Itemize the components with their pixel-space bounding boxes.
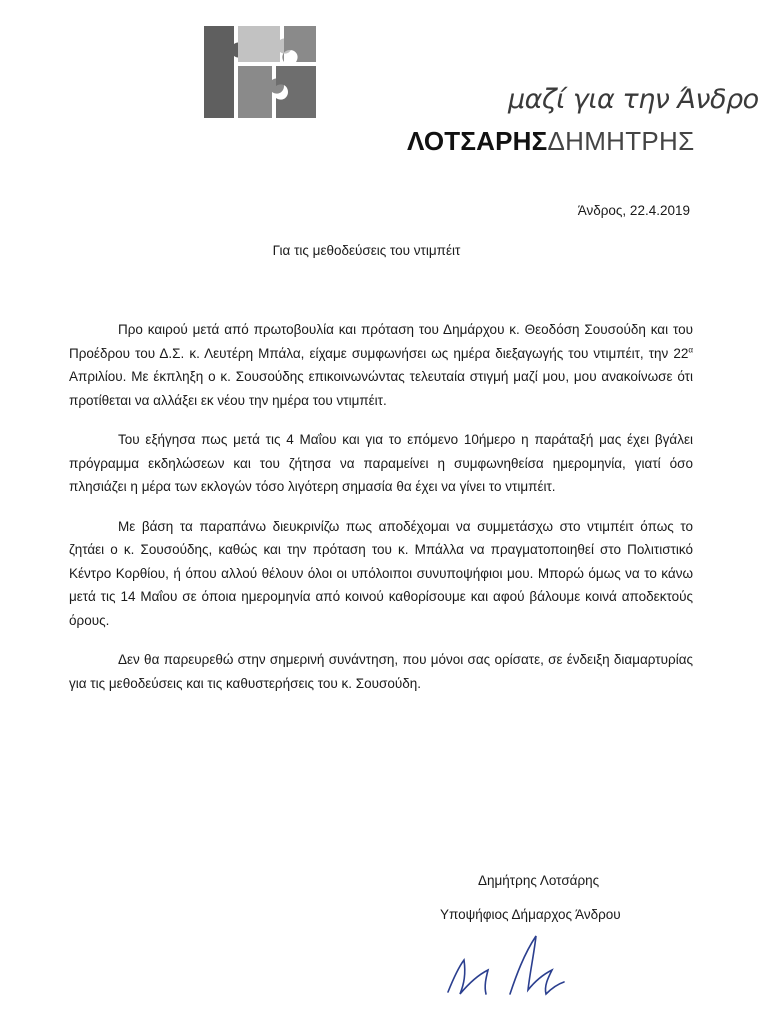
puzzle-logo-icon [200,22,320,122]
paragraph-4: Δεν θα παρευρεθώ στην σημερινή συνάντηση, που μόνοι σας ορίσατε, σε ένδειξη διαμαρτυρίας για τις μεθοδεύσεις και τις καθυστερήσεις του κ. Σουσούδη. [69,652,693,691]
letter-subject: Για τις μεθοδεύσεις του ντιμπέιτ [272,243,461,258]
letter-date: Άνδρος, 22.4.2019 [577,203,690,218]
paragraph-3: Με βάση τα παραπάνω διευκρινίζω πως αποδέχομαι να συμμετάσχω στο ντιμπέιτ όπως το ζητάει ο κ. Σουσούδης, καθώς και την πρόταση του κ. Μπάλλα να πραγματοποιηθεί στο Πολιτιστικό Κέντρο Κορθίου, ή όπου αλλού θέλουν όλοι οι υπόλοιποι συνυποψήφιοι μου. Μπορώ όμως να το κάνω μετά τις 14 Μαΐου σε όποια ημερομηνία από κοινού καθορίσουμε και αφού βάλουμε κοινά αποδεκτούς όρους. [69,518,693,628]
logo-last-name: ΛΟΤΣΑΡΗΣ [407,126,548,156]
paragraph-2: Του εξήγησα πως μετά τις 4 Μαΐου και για το επόμενο 10ήμερο η παράταξή μας έχει βγάλει πρόγραμμα εκδηλώσεων και του ζήτησα να παραμείνει η συμφωνηθείσα ημερομηνία, γιατί όσο πλησιάζει η μέρα των εκλογών τόσο λιγότερη σημασία θα έχει να γίνει το ντιμπέιτ. [69,432,693,494]
campaign-logo [200,22,759,156]
signer-name: Δημήτρης Λοτσάρης [478,873,600,888]
ordinal-superscript: α [688,345,693,354]
letter-body [69,318,693,695]
logo-slogan: μαζί για την Άνδρο [508,84,759,115]
logo-name [407,126,695,157]
paragraph-1-part-1: Προ καιρού μετά από πρωτοβουλία και πρόταση του Δημάρχου κ. Θεοδόση Σουσούδη και του Προέδρου του Δ.Σ. κ. Λευτέρη Μπάλα, είχαμε συμφωνήσει ως ημέρα διεξαγωγής του ντιμπέιτ, την 22 [69,322,693,361]
paragraph-1 [69,318,693,412]
logo-first-name: ΔΗΜΗΤΡΗΣ [547,126,695,156]
paragraph-1-part-2: Απριλίου. Με έκπληξη ο κ. Σουσούδης επικοινωνώντας τελευταία στιγμή μαζί μου, μου ανακοίνωσε ότι προτίθεται να αλλάξει εκ νέου την ημέρα του ντιμπέιτ. [69,369,693,408]
signature-icon [440,924,590,1004]
signer-title: Υποψήφιος Δήμαρχος Άνδρου [440,907,621,922]
